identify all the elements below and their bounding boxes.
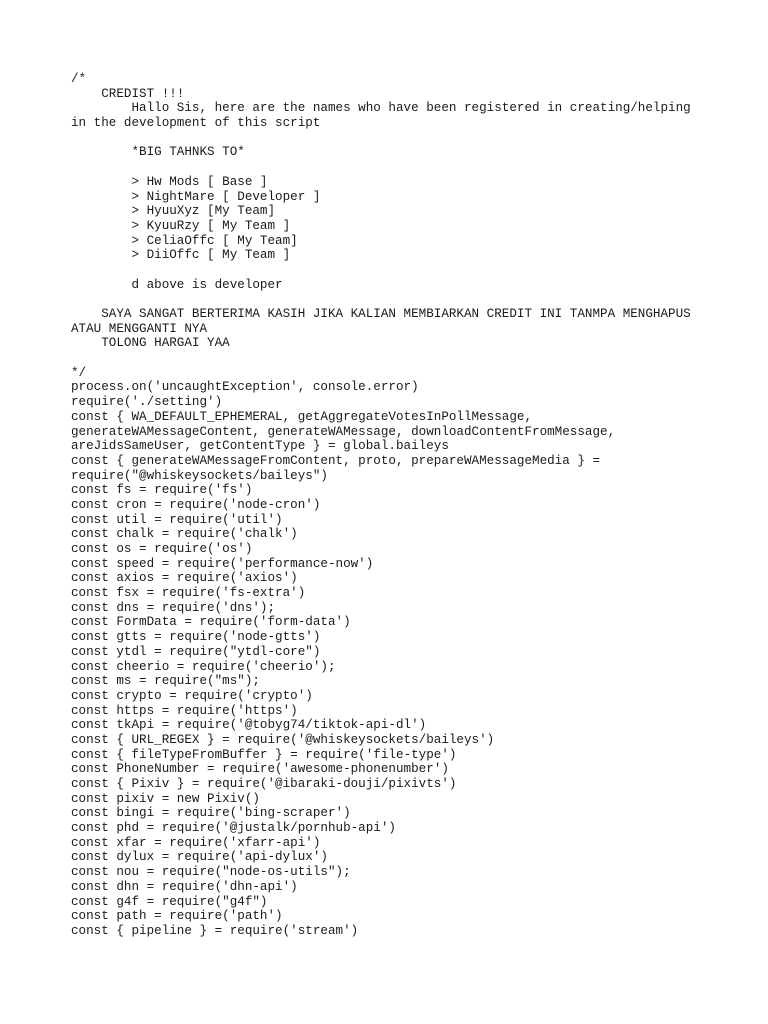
blank-line bbox=[71, 263, 751, 278]
code-line: const FormData = require('form-data') bbox=[71, 615, 351, 630]
code-line: const { fileTypeFromBuffer } = require('file-type') bbox=[71, 747, 457, 762]
code-line: const axios = require('axios') bbox=[71, 571, 298, 586]
code-line: const { generateWAMessageFromContent, proto, prepareWAMessageMedia } = bbox=[71, 453, 601, 468]
code-line: const nou = require("node-os-utils"); bbox=[71, 865, 351, 880]
code-line: const { WA_DEFAULT_EPHEMERAL, getAggregateVotesInPollMessage, bbox=[71, 409, 533, 424]
code-line: const pixiv = new Pixiv() bbox=[71, 791, 260, 806]
blank-line bbox=[71, 292, 751, 307]
code-line: const { pipeline } = require('stream') bbox=[71, 923, 359, 938]
code-line: > Hw Mods [ Base ] bbox=[71, 174, 268, 189]
blank-line bbox=[71, 131, 751, 146]
code-line: const https = require('https') bbox=[71, 703, 298, 718]
code-line: d above is developer bbox=[71, 277, 283, 292]
code-line: Hallo Sis, here are the names who have been registered in creating/helping bbox=[71, 101, 691, 116]
code-line: const path = require('path') bbox=[71, 909, 283, 924]
code-line: const cheerio = require('cheerio'); bbox=[71, 659, 336, 674]
code-line: const tkApi = require('@tobyg74/tiktok-api-dl') bbox=[71, 718, 427, 733]
code-line: */ bbox=[71, 365, 87, 380]
blank-line bbox=[71, 351, 751, 366]
code-line: const fs = require('fs') bbox=[71, 483, 253, 498]
code-line: const fsx = require('fs-extra') bbox=[71, 586, 306, 601]
code-line: TOLONG HARGAI YAA bbox=[71, 336, 230, 351]
code-line: const os = require('os') bbox=[71, 542, 253, 556]
code-line: process.on('uncaughtException', console.error) bbox=[71, 380, 419, 395]
code-line: const bingi = require('bing-scraper') bbox=[71, 806, 351, 821]
code-line: const ms = require("ms"); bbox=[71, 674, 260, 689]
code-line: > HyuuXyz [My Team] bbox=[71, 204, 276, 219]
code-line: const PhoneNumber = require('awesome-phonenumber') bbox=[71, 762, 449, 777]
code-line: const dylux = require('api-dylux') bbox=[71, 850, 328, 865]
document-page bbox=[71, 72, 751, 939]
code-line: const { URL_REGEX } = require('@whiskeysockets/baileys') bbox=[71, 732, 495, 747]
code-line: > DiiOffc [ My Team ] bbox=[71, 248, 291, 263]
code-line: const { Pixiv } = require('@ibaraki-douji/pixivts') bbox=[71, 777, 457, 791]
code-line: > CeliaOffc [ My Team] bbox=[71, 233, 298, 248]
code-line: const speed = require('performance-now') bbox=[71, 556, 374, 571]
code-line: SAYA SANGAT BERTERIMA KASIH JIKA KALIAN MEMBIARKAN CREDIT INI TANMPA MENGHAPUS bbox=[71, 307, 691, 321]
blank-line bbox=[71, 160, 751, 175]
code-line: const g4f = require("g4f") bbox=[71, 894, 268, 909]
code-line: const ytdl = require("ytdl-core") bbox=[71, 644, 321, 659]
code-line: CREDIST !!! bbox=[71, 86, 185, 101]
code-line: const util = require('util') bbox=[71, 512, 283, 527]
code-line: /* bbox=[71, 72, 87, 86]
code-line: > KyuuRzy [ My Team ] bbox=[71, 218, 291, 233]
code-line: const cron = require('node-cron') bbox=[71, 497, 321, 512]
code-line: *BIG TAHNKS TO* bbox=[71, 145, 245, 160]
code-line: require("@whiskeysockets/baileys") bbox=[71, 468, 328, 483]
code-line: ATAU MENGGANTI NYA bbox=[71, 321, 208, 336]
code-line: require('./setting') bbox=[71, 395, 223, 410]
code-line: const chalk = require('chalk') bbox=[71, 527, 298, 542]
code-line: const xfar = require('xfarr-api') bbox=[71, 835, 321, 850]
code-line: const dhn = require('dhn-api') bbox=[71, 879, 298, 894]
code-line: const phd = require('@justalk/pornhub-api') bbox=[71, 821, 396, 836]
code-line: const gtts = require('node-gtts') bbox=[71, 630, 321, 645]
code-line: const dns = require('dns'); bbox=[71, 600, 276, 615]
code-line: areJidsSameUser, getContentType } = global.baileys bbox=[71, 439, 449, 454]
code-line: const crypto = require('crypto') bbox=[71, 688, 313, 703]
code-line: > NightMare [ Developer ] bbox=[71, 189, 321, 204]
code-line: generateWAMessageContent, generateWAMessage, downloadContentFromMessage, bbox=[71, 424, 616, 439]
code-line: in the development of this script bbox=[71, 116, 321, 131]
